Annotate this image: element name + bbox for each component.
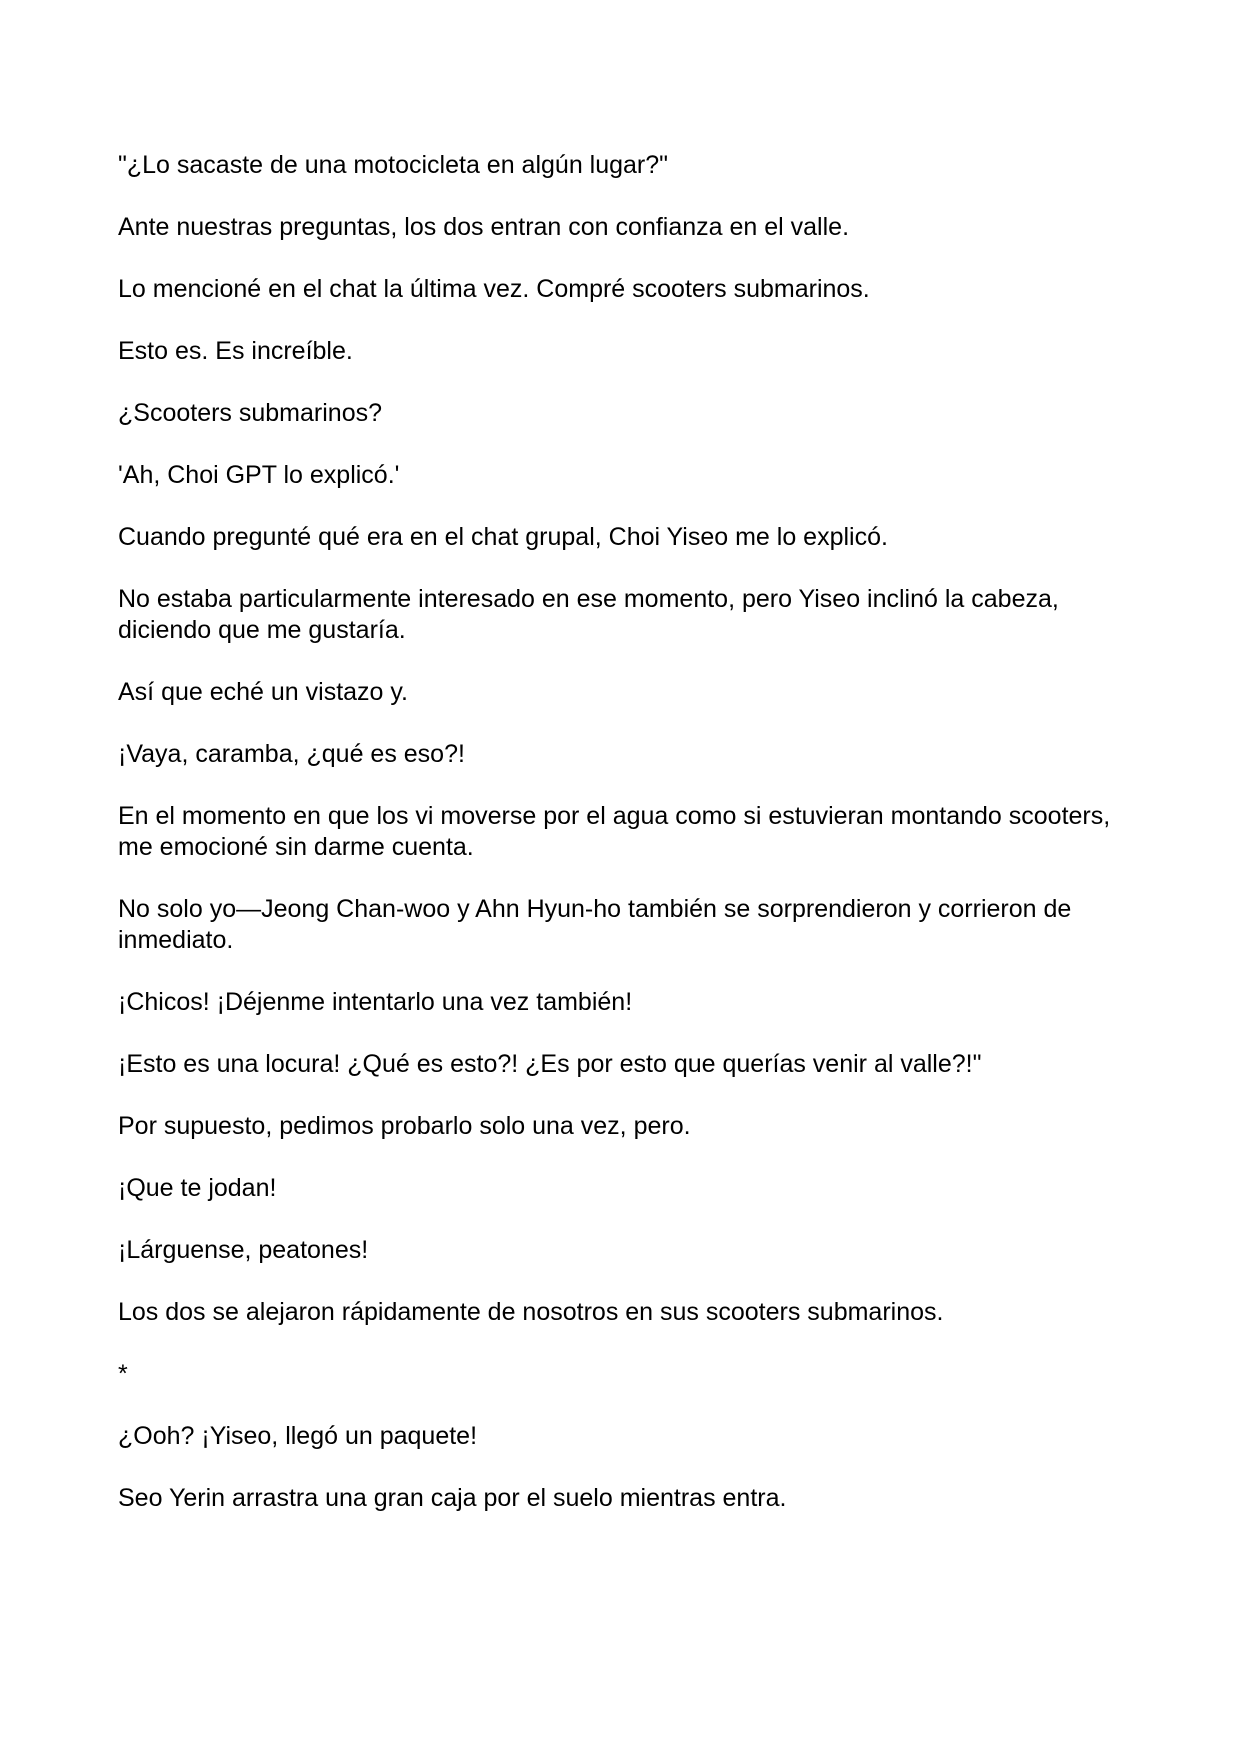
paragraph: Seo Yerin arrastra una gran caja por el suelo mientras entra. bbox=[118, 1484, 787, 1512]
paragraph: Cuando pregunté qué era en el chat grupal, Choi Yiseo me lo explicó. bbox=[118, 523, 888, 551]
paragraph: ¡Lárguense, peatones! bbox=[118, 1236, 369, 1264]
paragraph: En el momento en que los vi moverse por el agua como si estuvieran montando scooters, me emocioné sin darme cuenta. bbox=[118, 802, 1111, 861]
paragraph: Ante nuestras preguntas, los dos entran con confianza en el valle. bbox=[118, 213, 850, 241]
paragraph: ¡Esto es una locura! ¿Qué es esto?! ¿Es por esto que querías venir al valle?!" bbox=[118, 1050, 982, 1078]
paragraph: ¿Scooters submarinos? bbox=[118, 399, 383, 427]
paragraph: "¿Lo sacaste de una motocicleta en algún lugar?" bbox=[118, 151, 669, 179]
paragraph: Esto es. Es increíble. bbox=[118, 337, 353, 365]
paragraph: ¡Chicos! ¡Déjenme intentarlo una vez también! bbox=[118, 988, 633, 1016]
paragraph: ¿Ooh? ¡Yiseo, llegó un paquete! bbox=[118, 1422, 478, 1450]
paragraph: No estaba particularmente interesado en ese momento, pero Yiseo inclinó la cabeza, diciendo que me gustaría. bbox=[118, 585, 1059, 644]
paragraph: Así que eché un vistazo y. bbox=[118, 678, 408, 706]
paragraph: ¡Vaya, caramba, ¿qué es eso?! bbox=[118, 740, 465, 768]
document-body bbox=[118, 150, 1128, 1545]
paragraph: Lo mencioné en el chat la última vez. Compré scooters submarinos. bbox=[118, 275, 870, 303]
paragraph: Los dos se alejaron rápidamente de nosotros en sus scooters submarinos. bbox=[118, 1298, 944, 1326]
paragraph: ¡Que te jodan! bbox=[118, 1174, 277, 1202]
paragraph: Por supuesto, pedimos probarlo solo una vez, pero. bbox=[118, 1112, 691, 1140]
section-break: * bbox=[118, 1360, 128, 1388]
paragraph: No solo yo—Jeong Chan-woo y Ahn Hyun-ho también se sorprendieron y corrieron de inmediato. bbox=[118, 895, 1072, 954]
paragraph: 'Ah, Choi GPT lo explicó.' bbox=[118, 461, 400, 489]
